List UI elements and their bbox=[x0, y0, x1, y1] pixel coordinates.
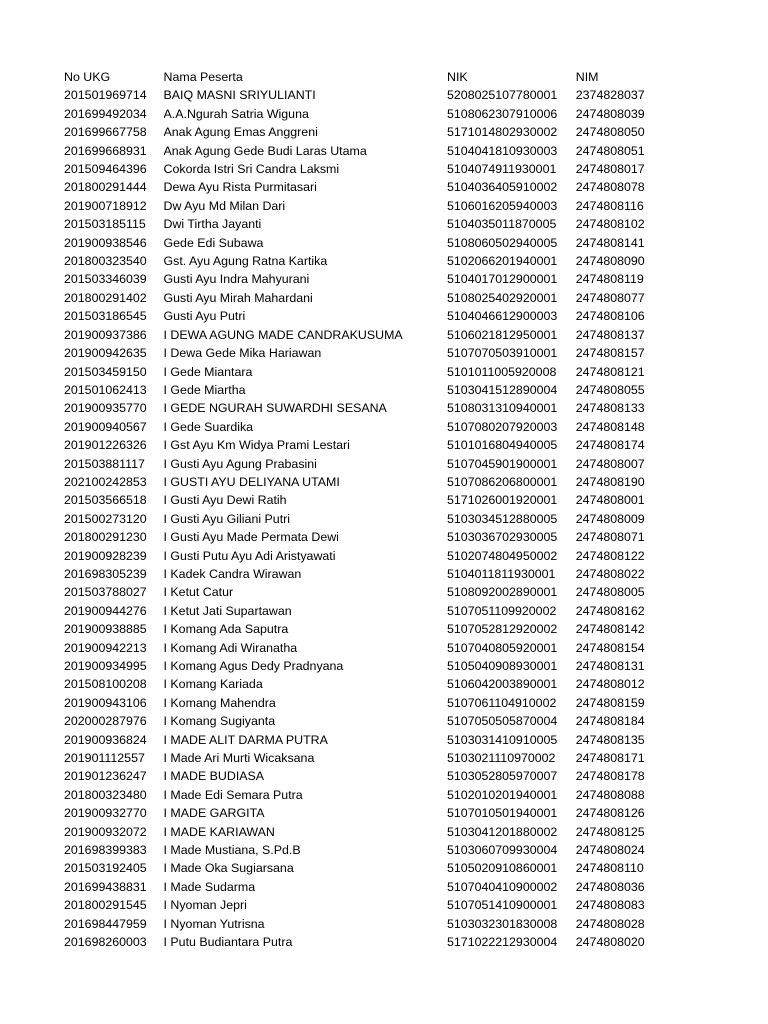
cell-no-ukg: 201900944276 bbox=[64, 603, 147, 618]
table-row bbox=[64, 418, 684, 436]
table-row bbox=[64, 105, 684, 123]
cell-nik: 5104074911930001 bbox=[447, 162, 557, 177]
table-row bbox=[64, 436, 684, 454]
cell-nim: 2474808154 bbox=[575, 640, 645, 655]
cell-nama-peserta: I Ketut Catur bbox=[163, 585, 234, 600]
cell-nik: 5171014802930002 bbox=[447, 125, 558, 140]
cell-nik: 5103041201880002 bbox=[447, 824, 558, 839]
cell-nik: 5107040805920001 bbox=[447, 640, 558, 655]
cell-nama-peserta: A.A.Ngurah Satria Wiguna bbox=[163, 106, 309, 121]
cell-nik: 5101011005920008 bbox=[447, 364, 557, 379]
table-row bbox=[64, 749, 684, 767]
cell-no-ukg: 201900938885 bbox=[64, 622, 147, 637]
cell-nik: 5104035011870005 bbox=[447, 217, 557, 232]
cell-nim: 2474808137 bbox=[575, 327, 645, 342]
cell-no-ukg: 201900932770 bbox=[64, 806, 147, 821]
cell-nik: 5108025402920001 bbox=[447, 290, 558, 305]
cell-no-ukg: 201800291545 bbox=[64, 898, 147, 913]
cell-nik: 5106042003890001 bbox=[447, 677, 558, 692]
table-body bbox=[64, 86, 684, 951]
cell-nik: 5171022212930004 bbox=[447, 935, 558, 950]
cell-nama-peserta: I Gusti Ayu Giliani Putri bbox=[163, 511, 291, 526]
cell-no-ukg: 201503192405 bbox=[64, 861, 147, 876]
cell-nik: 5108031310940001 bbox=[447, 401, 558, 416]
table-row bbox=[64, 639, 684, 657]
cell-no-ukg: 201503459150 bbox=[64, 364, 147, 379]
table-row bbox=[64, 841, 684, 859]
cell-nama-peserta: I Komang Adi Wiranatha bbox=[163, 640, 298, 655]
cell-nama-peserta: I Gst Ayu Km Widya Prami Lestari bbox=[163, 438, 350, 453]
cell-nim: 2474808007 bbox=[575, 456, 645, 471]
cell-nik: 5103036702930005 bbox=[447, 530, 558, 545]
cell-no-ukg: 201698399383 bbox=[64, 843, 147, 858]
table-row bbox=[64, 933, 684, 951]
cell-nama-peserta: I Gede Miantara bbox=[163, 364, 253, 379]
cell-nama-peserta: Gusti Ayu Indra Mahyurani bbox=[163, 272, 310, 287]
table-row bbox=[64, 178, 684, 196]
cell-nik: 5107040410900002 bbox=[447, 879, 558, 894]
cell-nik: 5107080207920003 bbox=[447, 419, 558, 434]
cell-nim: 2474808017 bbox=[575, 162, 645, 177]
cell-nik: 5103031410910005 bbox=[447, 732, 558, 747]
cell-nama-peserta: I Komang Agus Dedy Pradnyana bbox=[163, 659, 344, 673]
cell-nim: 2474808110 bbox=[575, 861, 644, 876]
cell-no-ukg: 201503186545 bbox=[64, 309, 147, 324]
cell-nim: 2474808020 bbox=[575, 935, 645, 950]
table-row bbox=[64, 270, 684, 288]
cell-nik: 5107045901900001 bbox=[447, 456, 558, 471]
cell-nama-peserta: I Gusti Ayu Dewi Ratih bbox=[163, 493, 287, 508]
table-row bbox=[64, 252, 684, 270]
cell-no-ukg: 201508100208 bbox=[64, 677, 147, 692]
table-row bbox=[64, 344, 684, 362]
cell-no-ukg: 201698260003 bbox=[64, 935, 147, 950]
spreadsheet-page bbox=[0, 68, 768, 952]
cell-nik: 5106016205940003 bbox=[447, 198, 558, 213]
header-nik: NIK bbox=[447, 70, 468, 84]
cell-no-ukg: 201901226326 bbox=[64, 438, 147, 453]
cell-nik: 5107051410900001 bbox=[447, 898, 558, 913]
table-row bbox=[64, 694, 684, 712]
cell-nama-peserta: Dw Ayu Md Milan Dari bbox=[163, 198, 286, 213]
cell-nama-peserta: I Nyoman Yutrisna bbox=[163, 916, 265, 931]
cell-no-ukg: 201900942213 bbox=[64, 640, 147, 655]
cell-nama-peserta: I Made Ari Murti Wicaksana bbox=[163, 751, 315, 766]
cell-nama-peserta: Dwi Tirtha Jayanti bbox=[163, 217, 262, 232]
cell-nama-peserta: BAIQ MASNI SRIYULIANTI bbox=[163, 88, 316, 103]
cell-no-ukg: 201900932072 bbox=[64, 824, 147, 839]
cell-nim: 2474808012 bbox=[575, 677, 645, 692]
cell-nik: 5104017012900001 bbox=[447, 272, 558, 287]
cell-nim: 2374828037 bbox=[575, 88, 645, 103]
table-row bbox=[64, 215, 684, 233]
cell-nim: 2474808157 bbox=[575, 346, 645, 361]
cell-nim: 2474808001 bbox=[575, 493, 645, 508]
table-row bbox=[64, 491, 684, 509]
cell-nik: 5103052805970007 bbox=[447, 769, 558, 784]
cell-nim: 2474808119 bbox=[575, 272, 644, 287]
cell-nama-peserta: I Made Oka Sugiarsana bbox=[163, 861, 294, 876]
cell-nik: 5108060502940005 bbox=[447, 235, 558, 250]
table-row bbox=[64, 381, 684, 399]
table-row bbox=[64, 528, 684, 546]
cell-nim: 2474808022 bbox=[575, 566, 645, 581]
cell-no-ukg: 201900942635 bbox=[64, 346, 147, 361]
table-row bbox=[64, 620, 684, 638]
table-row bbox=[64, 731, 684, 749]
cell-nik: 5103034512880005 bbox=[447, 511, 558, 526]
cell-nik: 5107086206800001 bbox=[447, 474, 558, 489]
cell-no-ukg: 201509464396 bbox=[64, 162, 147, 177]
cell-nik: 5104046612900003 bbox=[447, 309, 558, 324]
cell-nim: 2474808135 bbox=[575, 732, 645, 747]
cell-nim: 2474808159 bbox=[575, 695, 645, 710]
cell-nama-peserta: I MADE ALIT DARMA PUTRA bbox=[163, 732, 328, 747]
cell-nim: 2474808174 bbox=[575, 438, 645, 453]
cell-nik: 5107070503910001 bbox=[447, 346, 558, 361]
cell-nik: 5101016804940005 bbox=[447, 438, 558, 453]
header-no-ukg: No UKG bbox=[64, 70, 111, 84]
cell-no-ukg: 201500273120 bbox=[64, 511, 147, 526]
cell-no-ukg: 201901236247 bbox=[64, 769, 147, 784]
cell-nim: 2474808028 bbox=[575, 916, 645, 931]
cell-nama-peserta: I MADE KARIAWAN bbox=[163, 824, 275, 839]
table-row bbox=[64, 583, 684, 601]
cell-nim: 2474808125 bbox=[575, 824, 645, 839]
cell-no-ukg: 201900718912 bbox=[64, 198, 147, 213]
table-row bbox=[64, 915, 684, 933]
cell-no-ukg: 201900936824 bbox=[64, 732, 147, 747]
cell-no-ukg: 201503346039 bbox=[64, 272, 147, 287]
cell-nama-peserta: I Komang Kariada bbox=[163, 677, 263, 692]
cell-nim: 2474808171 bbox=[575, 751, 645, 766]
cell-nim: 2474808126 bbox=[575, 806, 645, 821]
cell-nim: 2474808178 bbox=[575, 769, 645, 784]
header-nama-peserta: Nama Peserta bbox=[163, 70, 243, 84]
cell-nik: 5171026001920001 bbox=[447, 493, 558, 508]
cell-nim: 2474808078 bbox=[575, 180, 645, 195]
cell-nama-peserta: I Dewa Gede Mika Hariawan bbox=[163, 346, 322, 361]
cell-no-ukg: 201698305239 bbox=[64, 566, 147, 581]
cell-nama-peserta: Gede Edi Subawa bbox=[163, 235, 264, 250]
cell-nama-peserta: I MADE GARGITA bbox=[163, 806, 265, 821]
table-row bbox=[64, 859, 684, 877]
cell-nim: 2474808162 bbox=[575, 603, 645, 618]
table-row bbox=[64, 123, 684, 141]
cell-nama-peserta: Gusti Ayu Putri bbox=[163, 309, 246, 324]
cell-nama-peserta: I GEDE NGURAH SUWARDHI SESANA bbox=[163, 401, 387, 416]
table-row bbox=[64, 547, 684, 565]
cell-no-ukg: 201699438831 bbox=[64, 879, 147, 894]
cell-no-ukg: 201900928239 bbox=[64, 548, 147, 563]
cell-nim: 2474808071 bbox=[575, 530, 645, 545]
table-row bbox=[64, 804, 684, 822]
cell-nim: 2474808142 bbox=[575, 622, 645, 637]
cell-no-ukg: 201901112557 bbox=[64, 751, 145, 766]
cell-nama-peserta: I Made Edi Semara Putra bbox=[163, 787, 303, 802]
cell-no-ukg: 201800323480 bbox=[64, 787, 147, 802]
cell-no-ukg: 201800291402 bbox=[64, 290, 147, 305]
table-row bbox=[64, 565, 684, 583]
cell-nik: 5102010201940001 bbox=[447, 787, 558, 802]
cell-nik: 5104036405910002 bbox=[447, 180, 558, 195]
cell-nik: 5103021110970002 bbox=[447, 751, 556, 766]
participant-table bbox=[64, 68, 684, 952]
cell-nim: 2474808090 bbox=[575, 254, 645, 269]
cell-nama-peserta: I Made Sudarma bbox=[163, 879, 256, 894]
table-row bbox=[64, 767, 684, 785]
cell-nama-peserta: I DEWA AGUNG MADE CANDRAKUSUMA bbox=[163, 327, 403, 342]
table-row bbox=[64, 326, 684, 344]
header-row bbox=[64, 68, 684, 86]
cell-nama-peserta: Gst. Ayu Agung Ratna Kartika bbox=[163, 254, 328, 269]
cell-nik: 5108062307910006 bbox=[447, 106, 558, 121]
cell-nama-peserta: I Made Mustiana, S.Pd.B bbox=[163, 843, 301, 858]
cell-no-ukg: 201800291444 bbox=[64, 180, 147, 195]
table-row bbox=[64, 197, 684, 215]
cell-no-ukg: 201900935770 bbox=[64, 401, 147, 416]
cell-nim: 2474808184 bbox=[575, 714, 645, 729]
cell-no-ukg: 201900934995 bbox=[64, 659, 147, 673]
cell-nim: 2474808121 bbox=[575, 364, 645, 379]
cell-nik: 5107010501940001 bbox=[447, 806, 558, 821]
cell-no-ukg: 201800291230 bbox=[64, 530, 147, 545]
cell-nama-peserta: I Gede Suardika bbox=[163, 419, 254, 434]
cell-no-ukg: 201501969714 bbox=[64, 88, 147, 103]
table-row bbox=[64, 307, 684, 325]
cell-nim: 2474808190 bbox=[575, 474, 645, 489]
cell-nik: 5104011811930001 bbox=[447, 566, 556, 581]
cell-nim: 2474808051 bbox=[575, 143, 645, 158]
cell-nim: 2474808024 bbox=[575, 843, 645, 858]
cell-nama-peserta: I Gede Miartha bbox=[163, 382, 246, 397]
cell-no-ukg: 201699667758 bbox=[64, 125, 147, 140]
cell-nik: 5208025107780001 bbox=[447, 88, 558, 103]
cell-nim: 2474808133 bbox=[575, 401, 645, 416]
table-row bbox=[64, 86, 684, 104]
cell-no-ukg: 202000287976 bbox=[64, 714, 147, 729]
cell-nama-peserta: I Nyoman Jepri bbox=[163, 898, 247, 913]
cell-nim: 2474808050 bbox=[575, 125, 645, 140]
table-row bbox=[64, 878, 684, 896]
cell-nama-peserta: I Gusti Ayu Agung Prabasini bbox=[163, 456, 317, 471]
cell-nik: 5103041512890004 bbox=[447, 382, 558, 397]
table-row bbox=[64, 234, 684, 252]
cell-nama-peserta: I GUSTI AYU DELIYANA UTAMI bbox=[163, 474, 340, 489]
cell-no-ukg: 201503566518 bbox=[64, 493, 147, 508]
table-row bbox=[64, 473, 684, 491]
table-row bbox=[64, 823, 684, 841]
table-row bbox=[64, 363, 684, 381]
cell-nik: 5105020910860001 bbox=[447, 861, 558, 876]
cell-nik: 5104041810930003 bbox=[447, 143, 558, 158]
cell-no-ukg: 202100242853 bbox=[64, 474, 147, 489]
table-row bbox=[64, 160, 684, 178]
cell-nik: 5107052812920002 bbox=[447, 622, 558, 637]
cell-nik: 5103060709930004 bbox=[447, 843, 558, 858]
table-row bbox=[64, 510, 684, 528]
cell-nama-peserta: Anak Agung Emas Anggreni bbox=[163, 125, 318, 140]
cell-no-ukg: 201800323540 bbox=[64, 254, 147, 269]
cell-no-ukg: 201503881117 bbox=[64, 456, 145, 471]
cell-nik: 5106021812950001 bbox=[447, 327, 558, 342]
cell-no-ukg: 201698447959 bbox=[64, 916, 147, 931]
cell-nama-peserta: I MADE BUDIASA bbox=[163, 769, 265, 784]
cell-nama-peserta: Dewa Ayu Rista Purmitasari bbox=[163, 180, 317, 195]
cell-nama-peserta: I Komang Ada Saputra bbox=[163, 622, 289, 637]
cell-nik: 5108092002890001 bbox=[447, 585, 558, 600]
cell-nama-peserta: Cokorda Istri Sri Candra Laksmi bbox=[163, 162, 340, 177]
cell-no-ukg: 201900940567 bbox=[64, 419, 147, 434]
cell-no-ukg: 201503788027 bbox=[64, 585, 147, 600]
cell-nim: 2474808106 bbox=[575, 309, 645, 324]
table-row bbox=[64, 675, 684, 693]
cell-nim: 2474808148 bbox=[575, 419, 645, 434]
cell-nim: 2474808141 bbox=[575, 235, 645, 250]
cell-no-ukg: 201503185115 bbox=[64, 217, 146, 232]
table-row bbox=[64, 657, 684, 675]
cell-nik: 5107061104910002 bbox=[447, 695, 557, 710]
cell-nama-peserta: I Komang Mahendra bbox=[163, 695, 276, 710]
table-row bbox=[64, 289, 684, 307]
cell-nama-peserta: Anak Agung Gede Budi Laras Utama bbox=[163, 143, 367, 158]
cell-nim: 2474808009 bbox=[575, 511, 645, 526]
cell-nama-peserta: I Putu Budiantara Putra bbox=[163, 935, 293, 950]
cell-nim: 2474808088 bbox=[575, 787, 645, 802]
cell-nim: 2474808083 bbox=[575, 898, 645, 913]
cell-nik: 5107051109920002 bbox=[447, 603, 557, 618]
table-row bbox=[64, 455, 684, 473]
cell-no-ukg: 201699492034 bbox=[64, 106, 147, 121]
cell-nama-peserta: I Komang Sugiyanta bbox=[163, 714, 276, 729]
cell-nik: 5107050505870004 bbox=[447, 714, 558, 729]
cell-nik: 5102074804950002 bbox=[447, 548, 558, 563]
cell-nama-peserta: I Kadek Candra Wirawan bbox=[163, 566, 302, 581]
cell-nim: 2474808102 bbox=[575, 217, 645, 232]
cell-nim: 2474808077 bbox=[575, 290, 645, 305]
table-row bbox=[64, 399, 684, 417]
cell-no-ukg: 201900943106 bbox=[64, 695, 147, 710]
table-row bbox=[64, 896, 684, 914]
table-row bbox=[64, 786, 684, 804]
cell-nim: 2474808122 bbox=[575, 548, 645, 563]
cell-no-ukg: 201501062413 bbox=[64, 382, 147, 397]
cell-nim: 2474808131 bbox=[575, 659, 645, 673]
cell-nim: 2474808055 bbox=[575, 382, 645, 397]
cell-nim: 2474808036 bbox=[575, 879, 645, 894]
cell-nama-peserta: Gusti Ayu Mirah Mahardani bbox=[163, 290, 313, 305]
cell-nim: 2474808116 bbox=[575, 198, 644, 213]
cell-nama-peserta: I Gusti Ayu Made Permata Dewi bbox=[163, 530, 339, 545]
cell-nik: 5102066201940001 bbox=[447, 254, 558, 269]
cell-nama-peserta: I Gusti Putu Ayu Adi Aristyawati bbox=[163, 548, 336, 563]
table-row bbox=[64, 712, 684, 730]
cell-nik: 5105040908930001 bbox=[447, 659, 558, 673]
cell-no-ukg: 201900937386 bbox=[64, 327, 147, 342]
table-row bbox=[64, 142, 684, 160]
header-nim: NIM bbox=[575, 70, 599, 84]
table-row bbox=[64, 602, 684, 620]
cell-nim: 2474808005 bbox=[575, 585, 645, 600]
cell-nik: 5103032301830008 bbox=[447, 916, 558, 931]
cell-no-ukg: 201900938546 bbox=[64, 235, 147, 250]
cell-nama-peserta: I Ketut Jati Supartawan bbox=[163, 603, 292, 618]
cell-nim: 2474808039 bbox=[575, 106, 645, 121]
cell-no-ukg: 201699668931 bbox=[64, 143, 147, 158]
